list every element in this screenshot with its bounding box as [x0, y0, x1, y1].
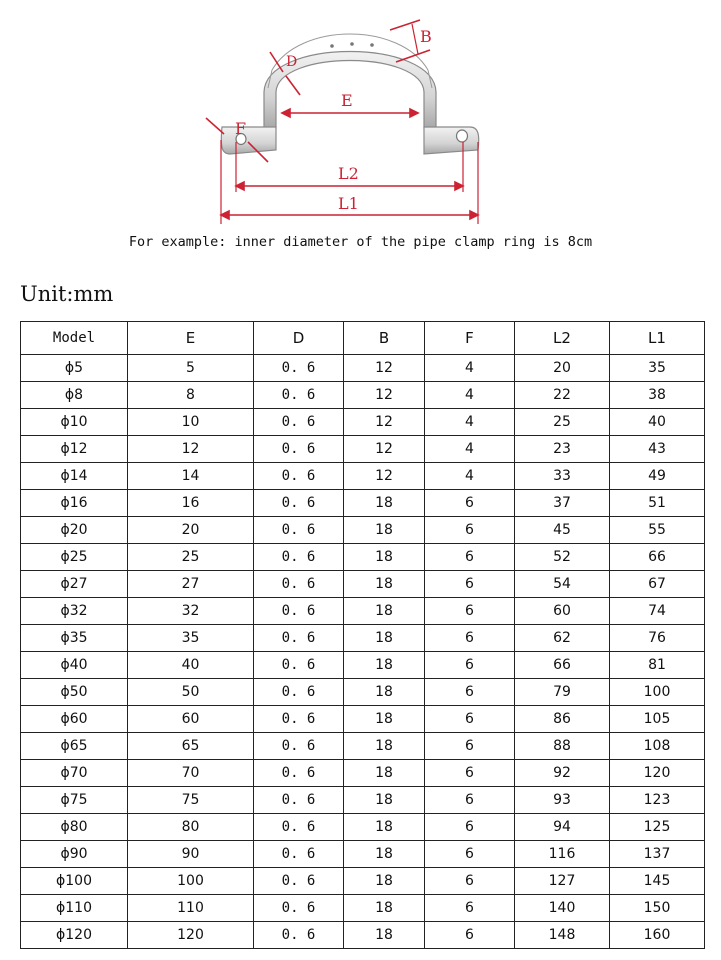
cell-d: 0. 6 [254, 652, 344, 679]
cell-e: 20 [128, 517, 254, 544]
cell-l2: 52 [515, 544, 610, 571]
cell-e: 8 [128, 382, 254, 409]
unit-label: Unit:mm [20, 282, 114, 306]
cell-l1: 108 [610, 733, 705, 760]
cell-b: 18 [344, 787, 425, 814]
cell-d: 0. 6 [254, 490, 344, 517]
table-row [21, 382, 705, 409]
cell-l2: 127 [515, 868, 610, 895]
label-l2: L2 [338, 164, 359, 183]
pipe-clamp-diagram [0, 0, 721, 232]
cell-b: 18 [344, 571, 425, 598]
header-b: B [344, 322, 425, 355]
table-row [21, 517, 705, 544]
table-row [21, 652, 705, 679]
cell-b: 12 [344, 436, 425, 463]
cell-model: ϕ75 [21, 787, 128, 814]
header-e: E [128, 322, 254, 355]
label-f: F [235, 119, 247, 138]
cell-model: ϕ90 [21, 841, 128, 868]
cell-model: ϕ120 [21, 922, 128, 949]
cell-e: 25 [128, 544, 254, 571]
cell-e: 75 [128, 787, 254, 814]
table-row [21, 814, 705, 841]
cell-b: 18 [344, 490, 425, 517]
cell-l1: 35 [610, 355, 705, 382]
cell-model: ϕ14 [21, 463, 128, 490]
cell-f: 6 [425, 544, 515, 571]
cell-model: ϕ10 [21, 409, 128, 436]
cell-f: 4 [425, 382, 515, 409]
cell-model: ϕ27 [21, 571, 128, 598]
cell-d: 0. 6 [254, 571, 344, 598]
cell-l1: 67 [610, 571, 705, 598]
cell-d: 0. 6 [254, 436, 344, 463]
table-row [21, 706, 705, 733]
cell-l2: 33 [515, 463, 610, 490]
cell-model: ϕ16 [21, 490, 128, 517]
cell-l2: 54 [515, 571, 610, 598]
table-row [21, 868, 705, 895]
cell-e: 65 [128, 733, 254, 760]
cell-l2: 92 [515, 760, 610, 787]
cell-l1: 51 [610, 490, 705, 517]
cell-l1: 100 [610, 679, 705, 706]
cell-f: 6 [425, 787, 515, 814]
cell-l1: 40 [610, 409, 705, 436]
cell-model: ϕ110 [21, 895, 128, 922]
header-model: Model [21, 322, 128, 355]
cell-model: ϕ60 [21, 706, 128, 733]
cell-d: 0. 6 [254, 517, 344, 544]
cell-e: 120 [128, 922, 254, 949]
cell-model: ϕ35 [21, 625, 128, 652]
cell-model: ϕ100 [21, 868, 128, 895]
cell-d: 0. 6 [254, 355, 344, 382]
cell-l2: 22 [515, 382, 610, 409]
cell-d: 0. 6 [254, 625, 344, 652]
table-row [21, 922, 705, 949]
cell-f: 6 [425, 922, 515, 949]
cell-f: 6 [425, 760, 515, 787]
cell-e: 35 [128, 625, 254, 652]
cell-b: 18 [344, 733, 425, 760]
cell-l1: 49 [610, 463, 705, 490]
table-row [21, 409, 705, 436]
cell-l1: 150 [610, 895, 705, 922]
cell-l1: 76 [610, 625, 705, 652]
cell-f: 6 [425, 490, 515, 517]
cell-l2: 88 [515, 733, 610, 760]
cell-l2: 60 [515, 598, 610, 625]
cell-l2: 37 [515, 490, 610, 517]
cell-d: 0. 6 [254, 868, 344, 895]
cell-f: 4 [425, 355, 515, 382]
spec-table [20, 321, 705, 949]
cell-d: 0. 6 [254, 814, 344, 841]
cell-d: 0. 6 [254, 382, 344, 409]
cell-b: 12 [344, 382, 425, 409]
cell-d: 0. 6 [254, 895, 344, 922]
cell-b: 18 [344, 868, 425, 895]
cell-l1: 120 [610, 760, 705, 787]
table-row [21, 787, 705, 814]
table-row [21, 544, 705, 571]
cell-l1: 105 [610, 706, 705, 733]
label-l1: L1 [338, 194, 359, 213]
cell-d: 0. 6 [254, 760, 344, 787]
cell-e: 40 [128, 652, 254, 679]
cell-l1: 38 [610, 382, 705, 409]
cell-l1: 123 [610, 787, 705, 814]
cell-e: 16 [128, 490, 254, 517]
cell-f: 6 [425, 895, 515, 922]
cell-b: 18 [344, 544, 425, 571]
table-row [21, 895, 705, 922]
cell-e: 12 [128, 436, 254, 463]
cell-b: 18 [344, 841, 425, 868]
cell-d: 0. 6 [254, 706, 344, 733]
cell-l2: 23 [515, 436, 610, 463]
cell-d: 0. 6 [254, 598, 344, 625]
table-row [21, 598, 705, 625]
table-row [21, 355, 705, 382]
cell-e: 5 [128, 355, 254, 382]
cell-l2: 140 [515, 895, 610, 922]
cell-f: 4 [425, 409, 515, 436]
cell-e: 50 [128, 679, 254, 706]
cell-l1: 81 [610, 652, 705, 679]
cell-l1: 145 [610, 868, 705, 895]
cell-f: 6 [425, 814, 515, 841]
cell-e: 100 [128, 868, 254, 895]
cell-b: 18 [344, 895, 425, 922]
cell-l2: 86 [515, 706, 610, 733]
cell-b: 12 [344, 355, 425, 382]
cell-e: 60 [128, 706, 254, 733]
cell-l2: 94 [515, 814, 610, 841]
table-row [21, 733, 705, 760]
cell-d: 0. 6 [254, 679, 344, 706]
cell-f: 6 [425, 625, 515, 652]
cell-b: 18 [344, 760, 425, 787]
cell-model: ϕ5 [21, 355, 128, 382]
cell-model: ϕ70 [21, 760, 128, 787]
cell-d: 0. 6 [254, 922, 344, 949]
cell-d: 0. 6 [254, 733, 344, 760]
header-f: F [425, 322, 515, 355]
cell-l1: 55 [610, 517, 705, 544]
label-b: B [420, 27, 432, 46]
cell-b: 12 [344, 463, 425, 490]
cell-l2: 62 [515, 625, 610, 652]
cell-f: 6 [425, 868, 515, 895]
cell-e: 27 [128, 571, 254, 598]
table-row [21, 571, 705, 598]
cell-model: ϕ50 [21, 679, 128, 706]
cell-f: 6 [425, 571, 515, 598]
cell-b: 18 [344, 652, 425, 679]
cell-model: ϕ12 [21, 436, 128, 463]
cell-l2: 116 [515, 841, 610, 868]
cell-b: 18 [344, 625, 425, 652]
cell-d: 0. 6 [254, 787, 344, 814]
cell-b: 12 [344, 409, 425, 436]
cell-d: 0. 6 [254, 841, 344, 868]
cell-f: 6 [425, 706, 515, 733]
cell-b: 18 [344, 598, 425, 625]
cell-l2: 93 [515, 787, 610, 814]
cell-b: 18 [344, 922, 425, 949]
cell-f: 6 [425, 679, 515, 706]
label-d: D [286, 54, 298, 70]
table-row [21, 463, 705, 490]
table-row [21, 841, 705, 868]
cell-f: 6 [425, 598, 515, 625]
cell-model: ϕ80 [21, 814, 128, 841]
header-l2: L2 [515, 322, 610, 355]
cell-d: 0. 6 [254, 544, 344, 571]
header-d: D [254, 322, 344, 355]
cell-b: 18 [344, 517, 425, 544]
table-row [21, 625, 705, 652]
cell-l2: 148 [515, 922, 610, 949]
cell-f: 6 [425, 652, 515, 679]
cell-l1: 125 [610, 814, 705, 841]
cell-f: 6 [425, 841, 515, 868]
table-row [21, 760, 705, 787]
cell-l1: 66 [610, 544, 705, 571]
cell-model: ϕ25 [21, 544, 128, 571]
cell-d: 0. 6 [254, 409, 344, 436]
cell-l2: 20 [515, 355, 610, 382]
cell-e: 32 [128, 598, 254, 625]
cell-e: 90 [128, 841, 254, 868]
cell-l1: 137 [610, 841, 705, 868]
label-e: E [341, 91, 353, 110]
cell-e: 70 [128, 760, 254, 787]
cell-l2: 79 [515, 679, 610, 706]
cell-model: ϕ8 [21, 382, 128, 409]
cell-f: 4 [425, 436, 515, 463]
table-row [21, 679, 705, 706]
cell-l2: 66 [515, 652, 610, 679]
cell-f: 6 [425, 733, 515, 760]
cell-model: ϕ65 [21, 733, 128, 760]
cell-e: 110 [128, 895, 254, 922]
cell-l1: 160 [610, 922, 705, 949]
cell-e: 14 [128, 463, 254, 490]
cell-e: 80 [128, 814, 254, 841]
cell-l2: 25 [515, 409, 610, 436]
table-header-row [21, 322, 705, 355]
cell-model: ϕ32 [21, 598, 128, 625]
cell-b: 18 [344, 679, 425, 706]
cell-b: 18 [344, 814, 425, 841]
cell-e: 10 [128, 409, 254, 436]
cell-model: ϕ20 [21, 517, 128, 544]
header-l1: L1 [610, 322, 705, 355]
table-row [21, 490, 705, 517]
cell-model: ϕ40 [21, 652, 128, 679]
table-row [21, 436, 705, 463]
cell-b: 18 [344, 706, 425, 733]
cell-l2: 45 [515, 517, 610, 544]
cell-l1: 74 [610, 598, 705, 625]
cell-d: 0. 6 [254, 463, 344, 490]
example-caption: For example: inner diameter of the pipe clamp ring is 8cm [128, 234, 593, 250]
cell-f: 4 [425, 463, 515, 490]
cell-f: 6 [425, 517, 515, 544]
cell-l1: 43 [610, 436, 705, 463]
